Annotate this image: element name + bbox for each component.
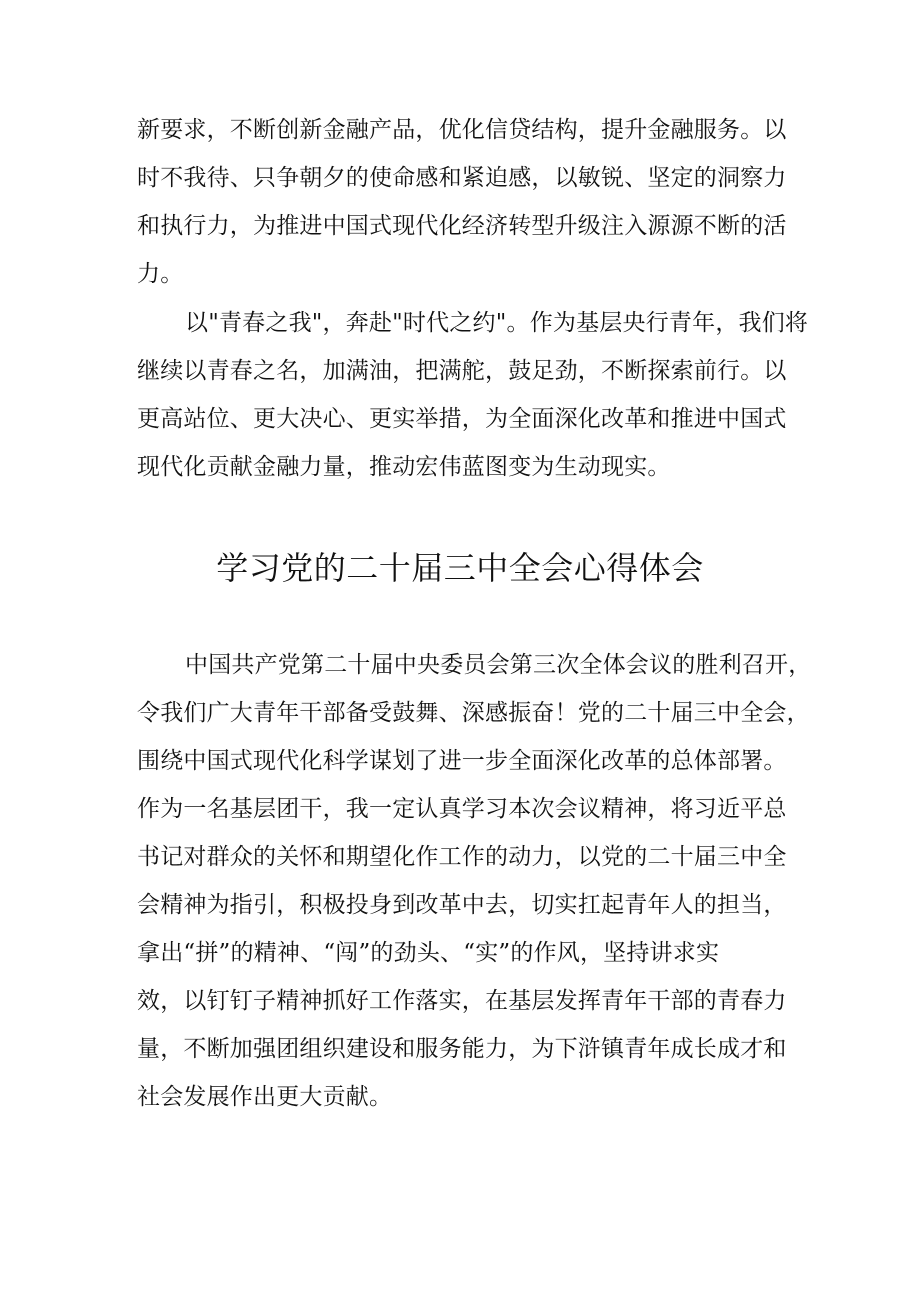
paragraph-3-line-6: 会精神为指引，积极投身到改革中去，切实扛起青年人的担当， <box>137 892 787 918</box>
paragraph-3-line-7: 拿出“拼”的精神、“闯”的劲头、“实”的作风，坚持讲求实 <box>137 940 720 966</box>
paragraph-1-line-3: 和执行力，为推进中国式现代化经济转型升级注入源源不断的活 <box>137 213 787 239</box>
paragraph-3-line-9: 量，不断加强团组织建设和服务能力，为下浒镇青年成长成才和 <box>137 1036 787 1062</box>
paragraph-1-line-2: 时不我待、只争朝夕的使命感和紧迫感，以敏锐、坚定的洞察力 <box>137 165 787 191</box>
paragraph-3-line-10: 社会发展作出更大贡献。 <box>137 1084 393 1110</box>
paragraph-2-line-1: 以"青春之我"，奔赴"时代之约"。作为基层央行青年，我们将 <box>185 310 809 336</box>
paragraph-2-line-3: 更高站位、更大决心、更实举措，为全面深化改革和推进中国式 <box>137 406 787 432</box>
paragraph-2-line-2: 继续以青春之名，加满油，把满舵，鼓足劲，不断探索前行。以 <box>137 358 787 384</box>
paragraph-3-line-2: 令我们广大青年干部备受鼓舞、深感振奋！党的二十届三中全会， <box>137 700 810 726</box>
paragraph-3-line-5: 书记对群众的关怀和期望化作工作的动力，以党的二十届三中全 <box>137 844 787 870</box>
article-heading: 学习党的二十届三中全会心得体会 <box>216 549 704 587</box>
paragraph-1-line-1: 新要求，不断创新金融产品，优化信贷结构，提升金融服务。以 <box>137 117 787 143</box>
paragraph-3-line-3: 围绕中国式现代化科学谋划了进一步全面深化改革的总体部署。 <box>137 748 787 774</box>
paragraph-2-line-4: 现代化贡献金融力量，推动宏伟蓝图变为生动现实。 <box>137 454 671 480</box>
paragraph-3-line-4: 作为一名基层团干，我一定认真学习本次会议精神，将习近平总 <box>137 796 787 822</box>
paragraph-3-line-1: 中国共产党第二十届中央委员会第三次全体会议的胜利召开， <box>185 652 812 678</box>
paragraph-1-line-4: 力。 <box>137 261 184 287</box>
paragraph-3-line-8: 效，以钉钉子精神抓好工作落实，在基层发挥青年干部的青春力 <box>137 988 787 1014</box>
